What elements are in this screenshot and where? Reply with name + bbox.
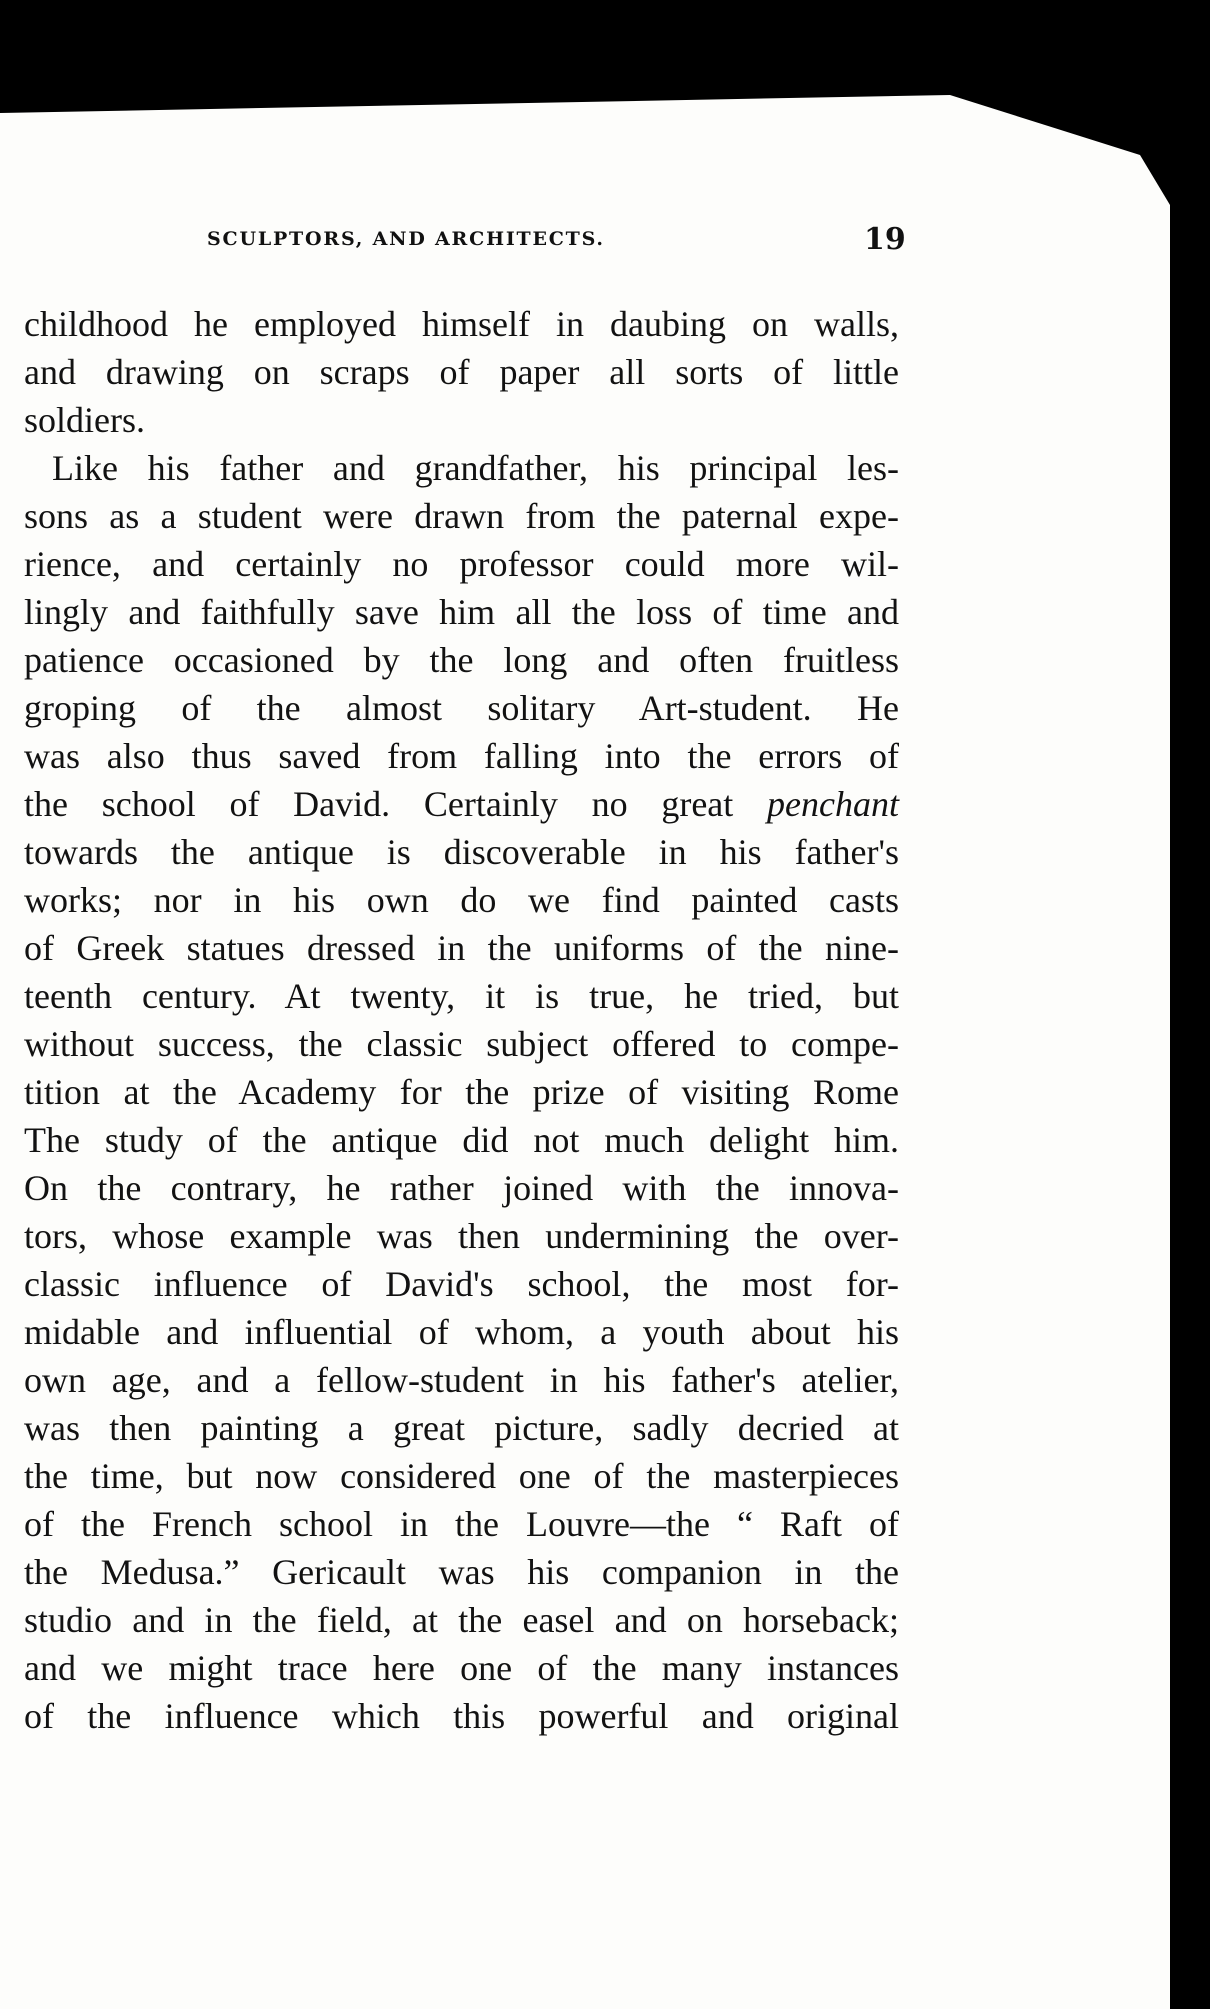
- text-line: studio and in the field, at the easel and on horseback;: [24, 1600, 899, 1640]
- text-line: of Greek statues dressed in the uniforms of the nine-: [24, 928, 899, 968]
- text-line: The study of the antique did not much delight him.: [24, 1120, 899, 1160]
- text-line: and we might trace here one of the many instances: [24, 1648, 899, 1688]
- text-line: of the influence which this powerful and original: [24, 1696, 899, 1736]
- text-line: own age, and a fellow-student in his father's atelier,: [24, 1360, 899, 1400]
- text-line: towards the antique is discoverable in his father's: [24, 832, 899, 872]
- text-line: tors, whose example was then undermining the over-: [24, 1216, 899, 1256]
- text-line: works; nor in his own do we find painted casts: [24, 880, 899, 920]
- text-line: teenth century. At twenty, it is true, he tried, but: [24, 976, 899, 1016]
- text-line: of the French school in the Louvre—the “ Raft of: [24, 1504, 899, 1544]
- text-line: Like his father and grandfather, his principal les-: [52, 448, 899, 488]
- page-number: 19: [864, 222, 906, 257]
- text-line: lingly and faithfully save him all the loss of time and: [24, 592, 899, 632]
- text-line: soldiers.: [24, 400, 145, 440]
- page-edge-shadow: [1170, 170, 1210, 2009]
- text-line: and drawing on scraps of paper all sorts of little: [24, 352, 899, 392]
- text-line: the Medusa.” Gericault was his companion in the: [24, 1552, 899, 1592]
- text-line: classic influence of David's school, the most for-: [24, 1264, 899, 1304]
- text-line: without success, the classic subject offered to compe-: [24, 1024, 899, 1064]
- text-line: sons as a student were drawn from the paternal expe-: [24, 496, 899, 536]
- text-line: tition at the Academy for the prize of visiting Rome: [24, 1072, 899, 1112]
- body-text: [24, 300, 899, 1740]
- text-line: midable and influential of whom, a youth about his: [24, 1312, 899, 1352]
- text-line-with-italic: [24, 780, 899, 828]
- text-line: On the contrary, he rather joined with the innova-: [24, 1168, 899, 1208]
- text-line: rience, and certainly no professor could more wil-: [24, 544, 899, 584]
- text-line: was also thus saved from falling into the errors of: [24, 736, 899, 776]
- italic-word: penchant: [767, 784, 899, 824]
- running-head: SCULPTORS, AND ARCHITECTS.: [207, 228, 605, 250]
- text-segment: the school of David. Certainly no great: [24, 784, 768, 824]
- text-line: patience occasioned by the long and often fruitless: [24, 640, 899, 680]
- text-line: groping of the almost solitary Art-student. He: [24, 688, 899, 728]
- text-line: was then painting a great picture, sadly decried at: [24, 1408, 899, 1448]
- text-line: the time, but now considered one of the masterpieces: [24, 1456, 899, 1496]
- text-line: childhood he employed himself in daubing on walls,: [24, 304, 899, 344]
- page-header: [0, 222, 940, 262]
